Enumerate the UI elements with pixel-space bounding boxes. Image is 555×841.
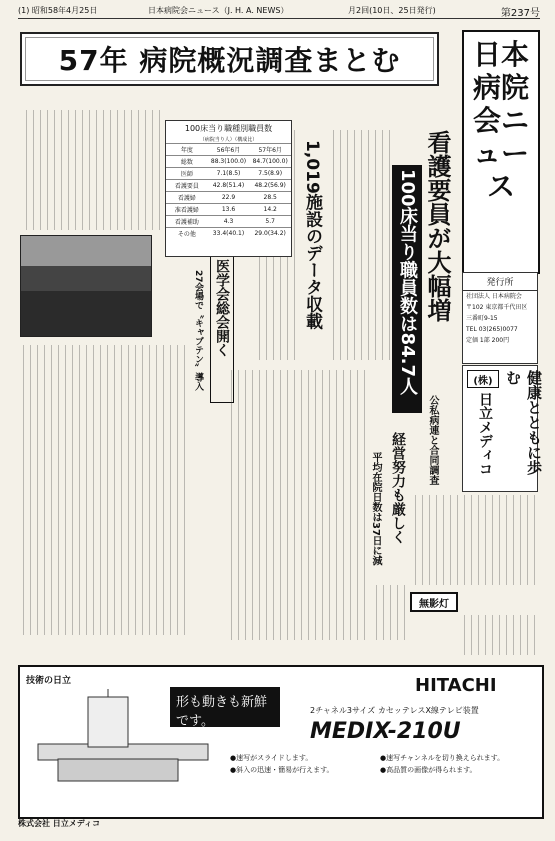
table-cell: 22.9 — [221, 194, 236, 201]
staff-table — [165, 120, 292, 257]
table-subtitle: （病院当り人）（構成比） — [199, 137, 258, 143]
table-title: 100床当り職種別職員数 — [184, 124, 273, 133]
ad-tagline: 形も動きも新鮮です。 — [170, 687, 280, 727]
hitachi-advert — [18, 665, 544, 819]
ad-points — [230, 752, 530, 776]
table-cell: 看護要員 — [174, 183, 199, 190]
ad-product-name: MEDIX-210U — [310, 719, 461, 744]
table-cell: 7.5(8.9) — [258, 170, 283, 177]
ad-point: ●速写チャンネルを切り換えられます。 — [380, 754, 505, 762]
table-cell: 33.4(40.1) — [212, 230, 245, 237]
article-body — [20, 345, 185, 635]
issue-info: 月2回(10日、25日発行) — [348, 6, 436, 15]
headline-stay: 平均在院日数は37日に減 — [370, 452, 381, 566]
banner-title: 57年 病院概況調査まとむ — [58, 44, 401, 77]
ad-footer — [18, 818, 540, 836]
table-cell: その他 — [177, 231, 196, 238]
ad-point: ●速写がスライドします。 — [230, 754, 313, 762]
table-cell: 4.3 — [223, 218, 234, 225]
table-cell: 42.8(51.4) — [212, 182, 245, 189]
column-badge — [410, 592, 458, 612]
table-cell: 84.7(100.0) — [252, 158, 288, 165]
table-cell: 看護婦 — [177, 195, 196, 202]
table-header-cell: 年度 — [180, 147, 193, 154]
headline-conference-sub: 27会場で〝キャブテン〟導入 — [193, 270, 203, 391]
headline-effort: 経営努力も厳しく — [390, 432, 406, 544]
article-body — [370, 585, 405, 640]
table-cell: 看護補助 — [174, 219, 199, 226]
article-body — [460, 615, 535, 655]
table-row — [166, 227, 291, 239]
ad-company: 株式会社 日立メディコ — [18, 819, 101, 828]
article-body — [230, 370, 365, 640]
table-cell: 7.1(8.5) — [216, 170, 241, 177]
table-cell: 48.2(56.9) — [254, 182, 286, 189]
table-header-cell: 57年6月 — [258, 147, 282, 154]
masthead — [462, 30, 540, 274]
table-cell: 28.5 — [263, 194, 277, 201]
masthead-title: 日本病院会ニュース — [472, 38, 529, 203]
issue-number: 第237号 — [500, 8, 540, 19]
table-row — [166, 179, 291, 191]
table-row — [166, 203, 291, 215]
publisher-box — [462, 272, 538, 364]
article-body — [20, 110, 160, 230]
publisher-line: TEL 03(265)0077 — [466, 326, 518, 333]
table-row — [166, 191, 291, 203]
side-ad-tag: (株) — [467, 370, 499, 388]
table-row — [166, 155, 291, 167]
article-body — [330, 130, 390, 360]
publisher-line: 定価 1部 200円 — [466, 337, 510, 344]
publisher-heading: 発行所 — [463, 273, 537, 291]
table-header-cell: 56年6月 — [216, 147, 241, 154]
side-ad-slogan: 健康とともに歩む — [504, 370, 543, 475]
table-cell: 13.6 — [221, 206, 236, 213]
conference-photo — [20, 235, 152, 337]
table-header-row — [166, 143, 291, 155]
table-cell: 5.7 — [265, 218, 275, 225]
ad-point: ●高品質の画像が得られます。 — [380, 766, 477, 774]
headline-main: 看護要員が大幅増 — [423, 130, 451, 322]
publisher-line: 〒102 東京都千代田区 — [466, 304, 528, 311]
headline-coop: 公私病連と合同調査 — [427, 395, 438, 485]
article-body — [410, 495, 535, 585]
publisher-name: 社団法人 日本病院会 — [466, 293, 522, 300]
column-title: 無影灯 — [419, 598, 449, 610]
ad-point: ●斜入の迅速・簡易が行えます。 — [230, 766, 334, 774]
ad-product-label: 2チャネル3サイズ カセッテレスX線テレビ装置 — [310, 706, 479, 715]
page-header — [18, 4, 540, 19]
headline-data: 1,019施設のデータ収載 — [302, 140, 322, 330]
table-cell: 准看護婦 — [174, 207, 199, 214]
ad-brand: HITACHI — [415, 675, 497, 696]
side-advert — [462, 365, 543, 492]
table-cell: 88.3(100.0) — [210, 158, 247, 165]
side-ad-company: 日立メディコ — [477, 392, 493, 476]
table-cell: 29.0(34.2) — [254, 230, 286, 237]
publisher-line: 三番町9-15 — [466, 315, 498, 322]
feature-banner — [20, 32, 439, 86]
ad-kicker: 技術の日立 — [26, 676, 72, 686]
headline-conference: 医学会総会開く — [210, 255, 234, 403]
table-cell: 14.2 — [263, 206, 277, 213]
headline-sub: 100床当り職員数は84.7人 — [392, 165, 422, 413]
table-cell: 総数 — [180, 159, 193, 166]
paper-name: 日本病院会ニュース（J. H. A. NEWS） — [148, 6, 289, 15]
table-row — [166, 215, 291, 227]
table-cell: 医師 — [180, 171, 193, 178]
page-date: (1) 昭和58年4月25日 — [18, 6, 98, 15]
table-row — [166, 167, 291, 179]
